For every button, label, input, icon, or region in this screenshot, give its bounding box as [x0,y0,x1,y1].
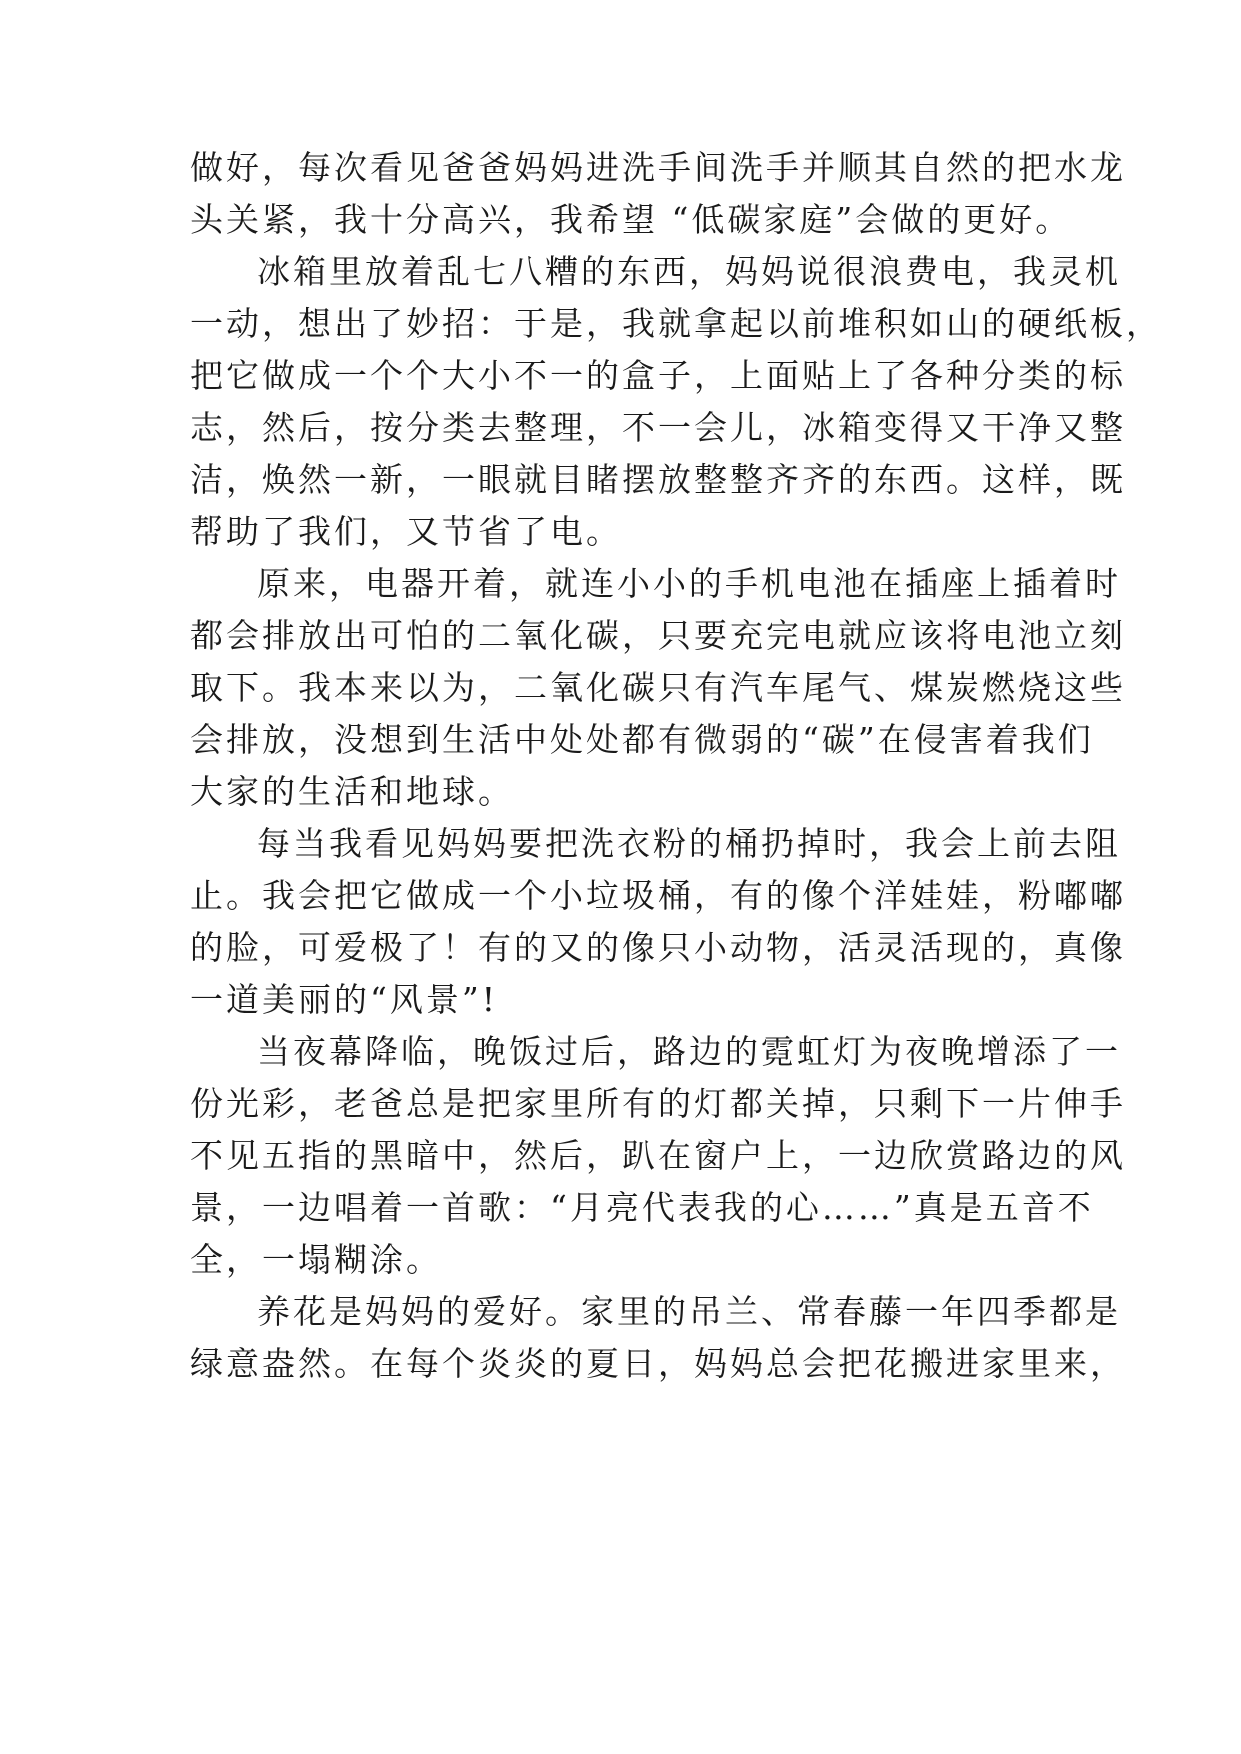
text-line: 把它做成一个个大小不一的盒子，上面贴上了各种分类的标 [190,356,1126,395]
text-line: 全，一塌糊涂。 [190,1240,442,1279]
text-line: 一动，想出了妙招：于是，我就拿起以前堆积如山的硬纸板， [190,304,1162,343]
text-line: 洁，焕然一新，一眼就目睹摆放整整齐齐的东西。这样，既 [190,460,1126,499]
text-line: 头关紧，我十分高兴，我希望 “低碳家庭”会做的更好。 [190,200,1072,239]
paragraph-start: 原来，电器开着，就连小小的手机电池在插座上插着时 [257,564,1121,603]
text-line: 一道美丽的“风景”! [190,980,499,1019]
text-line: 止。我会把它做成一个小垃圾桶，有的像个洋娃娃，粉嘟嘟 [190,876,1126,915]
text-line: 志，然后，按分类去整理，不一会儿，冰箱变得又干净又整 [190,408,1126,447]
text-line: 景，一边唱着一首歌：“月亮代表我的心……”真是五音不 [190,1188,1094,1227]
paragraph-start: 当夜幕降临，晚饭过后，路边的霓虹灯为夜晚增添了一 [257,1032,1121,1071]
text-line: 会排放，没想到生活中处处都有微弱的“碳”在侵害着我们 [190,720,1094,759]
paragraph-start: 养花是妈妈的爱好。家里的吊兰、常春藤一年四季都是 [257,1292,1121,1331]
text-line: 取下。我本来以为，二氧化碳只有汽车尾气、煤炭燃烧这些 [190,668,1126,707]
paragraph-start: 每当我看见妈妈要把洗衣粉的桶扔掉时，我会上前去阻 [257,824,1121,863]
text-line: 帮助了我们，又节省了电。 [190,512,622,551]
text-line: 绿意盎然。在每个炎炎的夏日，妈妈总会把花搬进家里来， [190,1344,1126,1383]
text-line: 的脸，可爱极了！有的又的像只小动物，活灵活现的，真像 [190,928,1126,967]
paragraph-start: 冰箱里放着乱七八糟的东西，妈妈说很浪费电，我灵机 [257,252,1121,291]
text-line: 大家的生活和地球。 [190,772,514,811]
text-line: 不见五指的黑暗中，然后，趴在窗户上，一边欣赏路边的风 [190,1136,1126,1175]
text-line: 做好，每次看见爸爸妈妈进洗手间洗手并顺其自然的把水龙 [190,148,1126,187]
text-line: 份光彩，老爸总是把家里所有的灯都关掉，只剩下一片伸手 [190,1084,1126,1123]
text-line: 都会排放出可怕的二氧化碳，只要充完电就应该将电池立刻 [190,616,1126,655]
